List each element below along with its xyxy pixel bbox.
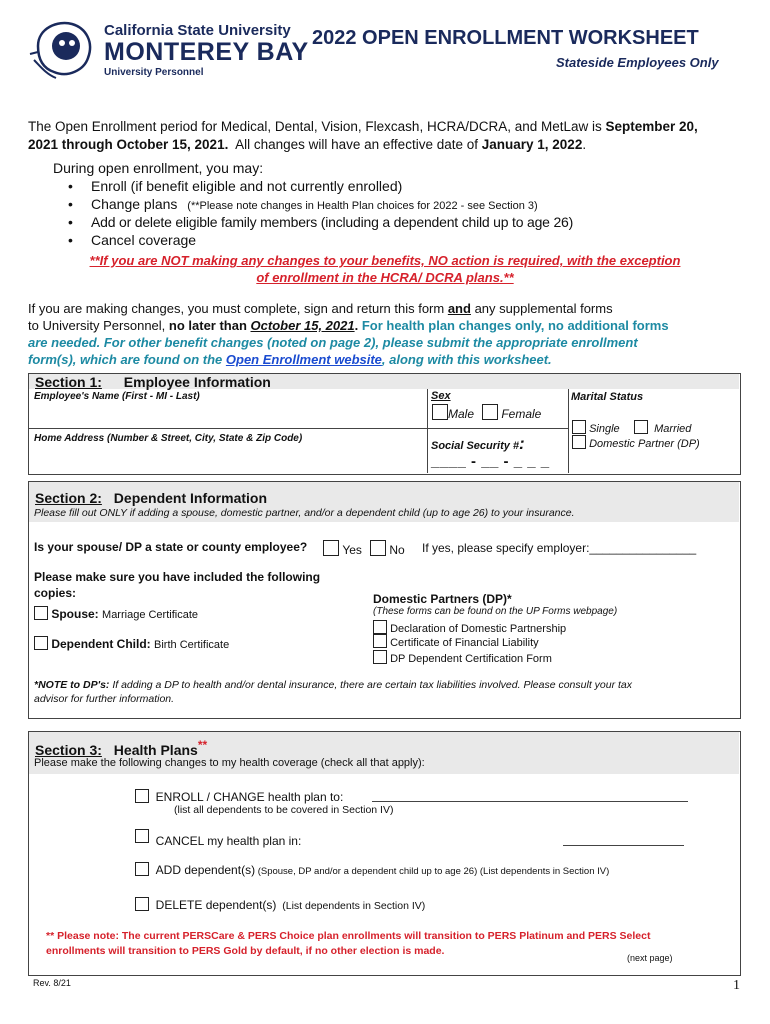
p2e: October 15, 2021: [250, 318, 355, 333]
bullet-dot: •: [68, 232, 73, 248]
home-address-text: Home Address (Number & Street, City, State & Zip Code): [34, 433, 303, 444]
male-checkbox[interactable]: [432, 404, 448, 420]
logo-line2: MONTEREY BAY: [104, 38, 309, 66]
domestic-checkbox[interactable]: [572, 435, 586, 449]
bullet-dot: •: [68, 214, 73, 230]
sex-label: Sex: [431, 390, 451, 402]
spouse-doc-item[interactable]: [34, 606, 198, 621]
divider: [28, 428, 568, 429]
page-number: 1: [733, 978, 740, 993]
university-logo: [28, 16, 309, 82]
intro-p1e: January 1, 2022: [481, 137, 583, 152]
dp-item-3-label: DP Dependent Certification Form: [390, 653, 552, 665]
marital-status-label: Marital Status: [571, 391, 644, 403]
section1-num: Section 1:: [35, 374, 102, 390]
dp-declaration-checkbox[interactable]: [373, 620, 387, 634]
warning-line2: of enrollment in the HCRA/ DCRA plans.**: [256, 270, 514, 285]
copies-line1: Please make sure you have included the following: [34, 570, 321, 584]
employee-name-label: Employee's Name (First - MI - Last): [34, 391, 200, 402]
divider: [568, 389, 569, 473]
logo-line1: California State University: [104, 22, 291, 39]
female-label: Female: [501, 407, 542, 421]
child-doc: Birth Certificate: [154, 639, 230, 651]
p2h: are needed. For other benefit changes (noted on page 2), please submit the appropriate enrollment: [28, 335, 638, 350]
yes-option[interactable]: [323, 540, 362, 557]
cancel-option[interactable]: [135, 829, 301, 848]
child-doc-item[interactable]: [34, 636, 229, 651]
section1-title: Employee Information: [123, 374, 271, 390]
bullet-4: Cancel coverage: [91, 232, 197, 248]
cancel-checkbox[interactable]: [135, 829, 149, 843]
section3-stars: **: [197, 738, 208, 752]
copies-line2: copies:: [34, 586, 77, 600]
bullet-dot: •: [68, 196, 73, 212]
ssn-colon: :: [519, 434, 525, 453]
single-checkbox[interactable]: [572, 420, 586, 434]
delete-detail: (List dependents in Section IV): [276, 900, 426, 912]
intro-p1b: September 20,: [605, 119, 698, 134]
dp-item-3[interactable]: [373, 650, 552, 665]
p2d: no later than: [168, 318, 251, 333]
enroll-checkbox[interactable]: [135, 789, 149, 803]
add-label: ADD dependent(s): [155, 863, 256, 877]
bullet-1: Enroll (if benefit eligible and not currently enrolled): [91, 178, 403, 194]
bullet-2-label: Change plans: [91, 196, 178, 212]
dp-heading: Domestic Partners (DP)*: [373, 592, 512, 606]
dp-financial-checkbox[interactable]: [373, 634, 387, 648]
dp-item-2[interactable]: [373, 634, 539, 649]
ssn-field[interactable]: ____ - __ - _ _ _: [431, 453, 550, 470]
section2-num: Section 2:: [35, 490, 102, 506]
dp-note: (These forms can be found on the UP Forms webpage): [373, 606, 618, 617]
female-checkbox[interactable]: [482, 404, 498, 420]
no-option[interactable]: [370, 540, 405, 557]
yes-label: Yes: [342, 543, 362, 557]
section1-heading: [35, 374, 271, 390]
delete-checkbox[interactable]: [135, 897, 149, 911]
add-detail: (Spouse, DP and/or a dependent child up to age 26) (List dependents in Section IV): [255, 866, 610, 877]
section3-subnote: Please make the following changes to my health coverage (check all that apply):: [34, 757, 425, 769]
dp-item-1[interactable]: [373, 620, 566, 635]
single-option[interactable]: [572, 420, 620, 435]
p2i: form(s), which are found on the: [28, 352, 226, 367]
add-option[interactable]: [135, 862, 609, 877]
child-checkbox[interactable]: [34, 636, 48, 650]
dp-note-body2: advisor for further information.: [34, 693, 175, 705]
dp-item-1-label: Declaration of Domestic Partnership: [390, 623, 567, 635]
cancel-plan-line[interactable]: [563, 845, 684, 846]
page-subtitle: Stateside Employees Only: [556, 55, 719, 70]
open-enrollment-link[interactable]: Open Enrollment website: [225, 352, 382, 367]
dp-note-body: If adding a DP to health and/or dental insurance, there are certain tax liabilities involved. Please consult your tax: [109, 679, 633, 691]
spouse-employee-question: [34, 540, 307, 554]
p2a: If you are making changes, you must complete, sign and return this form: [28, 301, 448, 316]
bullet-dot: •: [68, 178, 73, 194]
p2j: , along with this worksheet.: [381, 352, 552, 367]
no-label: No: [389, 543, 405, 557]
no-change-warning: [40, 252, 730, 286]
married-option[interactable]: [634, 420, 691, 435]
male-label: Male: [448, 407, 475, 421]
domestic-option[interactable]: [572, 435, 700, 450]
pers-transition-note: [46, 929, 650, 959]
submission-paragraph: [28, 300, 748, 368]
divider: [427, 389, 428, 473]
warning-line1: **If you are NOT making any changes to your benefits, NO action is required, with the exception: [89, 253, 681, 268]
no-checkbox[interactable]: [370, 540, 386, 556]
enroll-option[interactable]: [135, 789, 343, 804]
bullet-3: Add or delete eligible family members (including a dependent child up to age 26): [91, 214, 574, 230]
dp-certification-checkbox[interactable]: [373, 650, 387, 664]
enroll-label: ENROLL / CHANGE health plan to:: [155, 790, 344, 804]
intro-p1c: 2021 through October 15, 2021.: [28, 137, 229, 152]
p2b: any supplemental forms: [470, 301, 613, 316]
page-title: 2022 OPEN ENROLLMENT WORKSHEET: [312, 27, 699, 49]
p2-and: and: [447, 301, 471, 316]
female-option[interactable]: [482, 404, 541, 421]
home-address-label: [34, 433, 302, 444]
section3-num: Section 3:: [35, 742, 102, 758]
enroll-plan-line[interactable]: [372, 801, 688, 802]
delete-option[interactable]: [135, 897, 425, 912]
section3-title: Health Plans: [113, 742, 198, 758]
p2f: .: [354, 318, 359, 333]
pers-line1: ** Please note: The current PERSCare & PERS Choice plan enrollments will transition to PERS Platinum and PERS Select: [46, 930, 651, 942]
section2-heading: [35, 490, 267, 506]
section2-title: Dependent Information: [113, 490, 268, 506]
bullet-2-note: (**Please note changes in Health Plan choices for 2022 - see Section 3): [187, 200, 538, 212]
married-label: Married: [654, 423, 692, 435]
during-label: During open enrollment, you may:: [53, 160, 264, 176]
copies-heading: [34, 569, 320, 601]
section3-heading: [35, 738, 207, 758]
yes-checkbox[interactable]: [323, 540, 339, 556]
bullet-2: [91, 196, 538, 212]
married-checkbox[interactable]: [634, 420, 648, 434]
otter-seal-icon: [28, 16, 102, 82]
dp-tax-note: [34, 678, 724, 706]
domestic-label: Domestic Partner (DP): [589, 438, 700, 450]
cancel-label: CANCEL my health plan in:: [155, 834, 302, 848]
p2g: For health plan changes only, no additional forms: [358, 318, 669, 333]
spouse-doc: Marriage Certificate: [102, 609, 199, 621]
child-label: Dependent Child:: [51, 637, 151, 651]
add-checkbox[interactable]: [135, 862, 149, 876]
intro-paragraph: [28, 118, 748, 154]
male-option[interactable]: [432, 404, 474, 421]
ssn-text: Social Security #: [431, 440, 520, 452]
intro-p1d: All changes will have an effective date of: [228, 137, 482, 152]
next-page-label: (next page): [627, 953, 673, 963]
logo-line3: University Personnel: [104, 67, 204, 78]
p2c: to University Personnel,: [28, 318, 169, 333]
dp-item-2-label: Certificate of Financial Liability: [390, 637, 539, 649]
dp-note-label: *NOTE to DP's:: [34, 679, 110, 691]
employer-field[interactable]: If yes, please specify employer:________________: [422, 541, 697, 555]
single-label: Single: [589, 423, 620, 435]
delete-label: DELETE dependent(s): [155, 898, 277, 912]
pers-line2: enrollments will transition to PERS Gold by default, if no other election is made.: [46, 945, 445, 957]
section2-subnote: Please fill out ONLY if adding a spouse, domestic partner, and/or a dependent child (up to age 26) to your insurance.: [34, 507, 575, 519]
question-text: Is your spouse/ DP a state or county employee?: [34, 540, 308, 554]
ssn-label: [431, 434, 525, 454]
spouse-label: Spouse:: [51, 607, 99, 621]
spouse-checkbox[interactable]: [34, 606, 48, 620]
intro-p1f: .: [582, 137, 587, 152]
enroll-sub: (list all dependents to be covered in Section IV): [174, 804, 394, 816]
intro-p1a: The Open Enrollment period for Medical, Dental, Vision, Flexcash, HCRA/DCRA, and MetLaw is: [28, 119, 606, 134]
revision-label: Rev. 8/21: [33, 978, 71, 988]
